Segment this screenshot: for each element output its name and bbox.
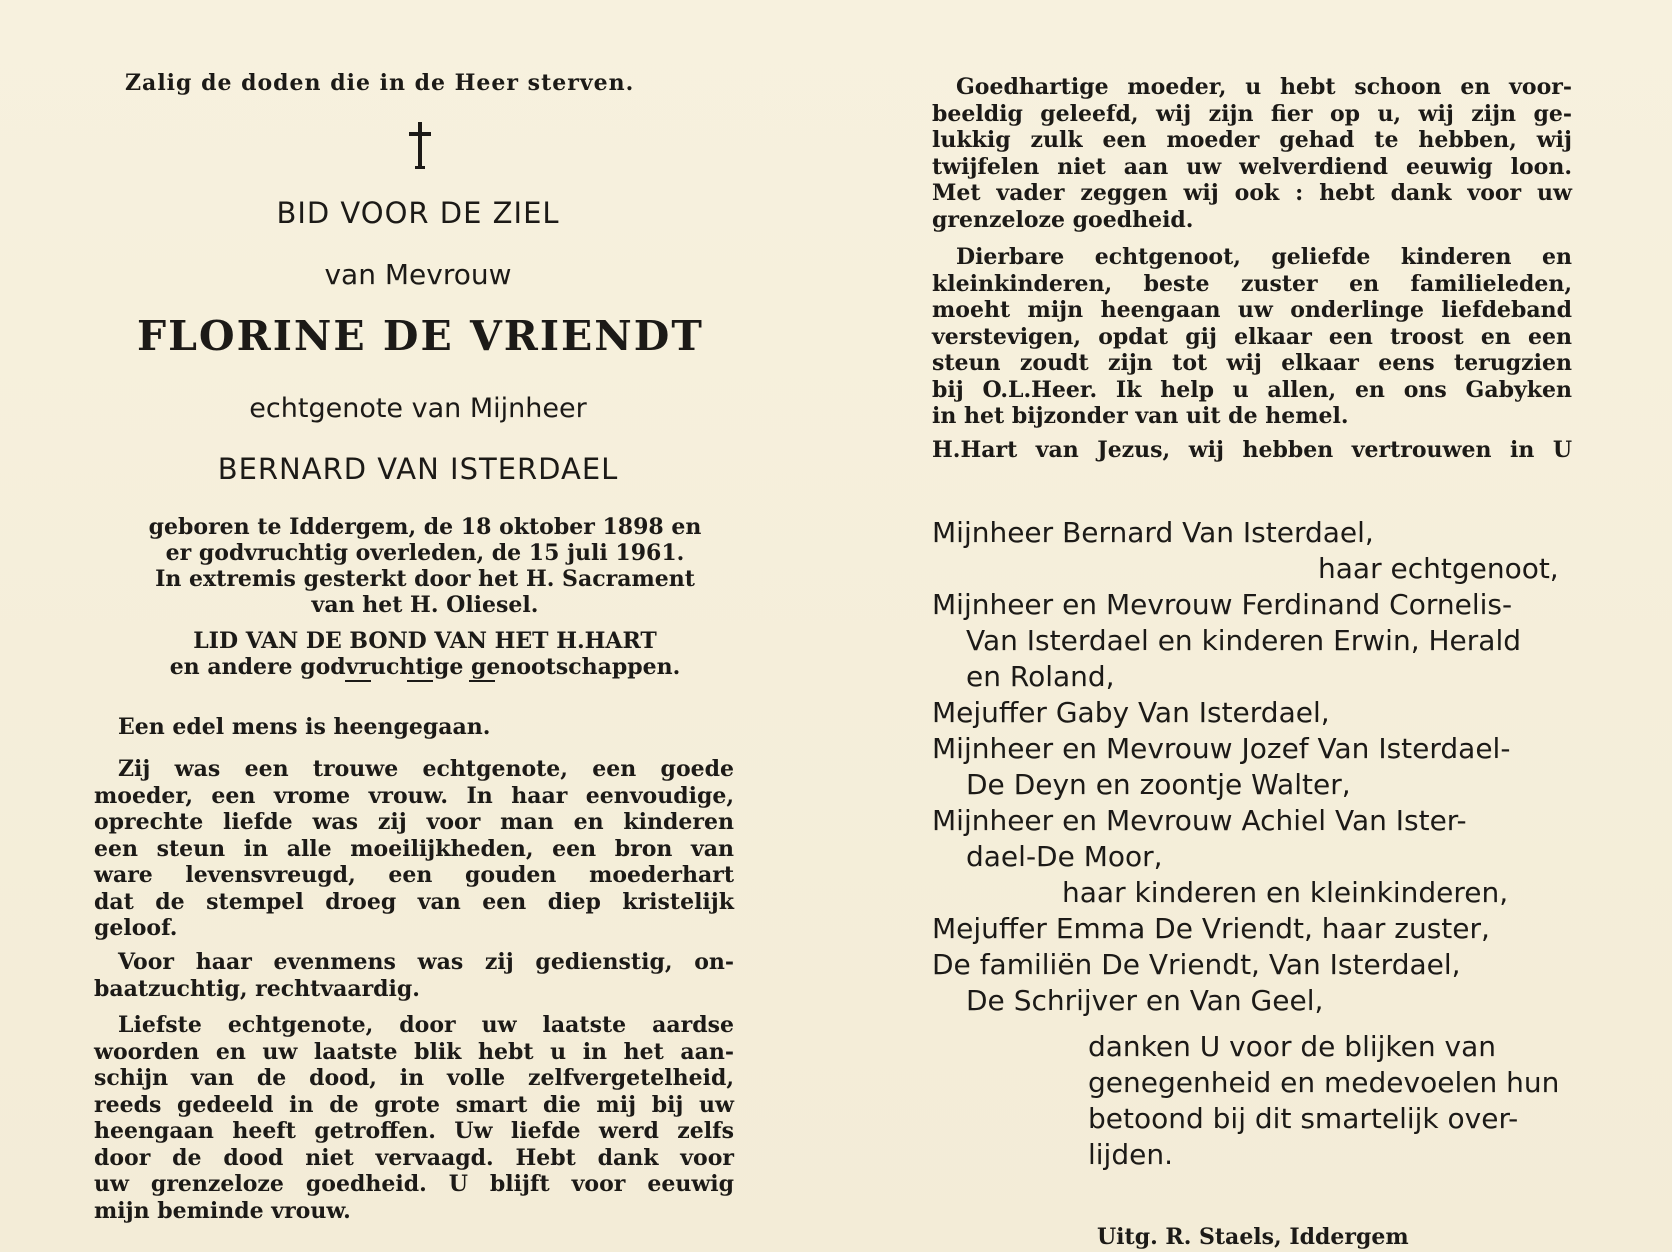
right-paragraph-2: [932, 244, 1572, 430]
separator-dashes: [345, 680, 495, 682]
text-line: woorden en uw laatste blik hebt u in het aan-: [94, 1038, 734, 1065]
dash: [469, 680, 495, 682]
family-line: Mijnheer Bernard Van Isterdael,: [932, 516, 1374, 549]
family-line: lijden.: [1088, 1138, 1173, 1171]
text-line: mijn beminde vrouw.: [94, 1197, 351, 1224]
right-paragraph-1: [932, 74, 1572, 233]
publisher: Uitg. R. Staels, Iddergem: [1097, 1224, 1409, 1250]
family-line: Mijnheer en Mevrouw Jozef Van Isterdael-: [932, 732, 1511, 765]
text-line: reeds gedeeld in de grote smart die mij bij uw: [94, 1091, 734, 1118]
birth-line: er godvruchtig overleden, de 15 juli 1961.: [165, 540, 685, 566]
family-line: haar echtgenoot,: [1318, 552, 1559, 585]
text-line: Een edel mens is heengegaan.: [118, 714, 491, 740]
membership-line: LID VAN DE BOND VAN HET H.HART: [193, 628, 657, 654]
text-line: moeht mijn heengaan uw onderlinge liefdeband: [932, 297, 1572, 323]
text-line: schijn van de dood, in volle zelfvergetelheid,: [94, 1065, 734, 1091]
family-line: De Deyn en zoontje Walter,: [966, 768, 1351, 801]
family-line: haar kinderen en kleinkinderen,: [1062, 876, 1509, 909]
text-line: H.Hart van Jezus, wij hebben vertrouwen in U: [932, 437, 1572, 463]
text-line: Liefste echtgenote, door uw laatste aardse: [118, 1012, 734, 1038]
text-line: twijfelen niet aan uw welverdiend eeuwig loon.: [932, 153, 1572, 180]
text-line: steun zoudt zijn tot wij elkaar eens terugzien: [932, 350, 1572, 376]
right-page: [836, 0, 1672, 1252]
dash: [407, 680, 433, 682]
text-line: Met vader zeggen wij ook : hebt dank voor uw: [932, 180, 1572, 206]
birth-line: van het H. Oliesel.: [311, 592, 539, 618]
text-line: dat de stempel droeg van een diep kristelijk: [94, 888, 734, 915]
paragraph-3: [94, 949, 734, 1002]
text-line: lukkig zulk een moeder gehad te hebben, wij: [932, 127, 1572, 153]
text-line: uw grenzeloze goedheid. U blijft voor eeuwig: [94, 1171, 734, 1197]
paragraph-2: [94, 756, 734, 942]
text-line: Goedhartige moeder, u hebt schoon en voor-: [956, 74, 1572, 100]
birth-line: In extremis gesterkt door het H. Sacrament: [155, 566, 695, 592]
text-line: oprechte liefde was zij voor man en kinderen: [94, 809, 734, 835]
family-line: genegenheid en medevoelen hun: [1088, 1066, 1560, 1099]
right-paragraph-3: [932, 437, 1572, 464]
text-line: in het bijzonder van uit de hemel.: [932, 403, 1349, 429]
text-line: Voor haar evenmens was zij gedienstig, on-: [118, 949, 734, 975]
cross-icon: [405, 120, 435, 170]
deceased-name: FLORINE DE VRIENDT: [137, 312, 704, 360]
family-line: en Roland,: [966, 660, 1115, 693]
spouse-intro: echtgenote van Mijnheer: [249, 393, 587, 424]
text-line: moeder, een vrome vrouw. In haar eenvoudige,: [94, 782, 734, 809]
text-line: beeldig geleefd, wij zijn fier op u, wij zijn ge-: [932, 100, 1572, 127]
spouse-name: BERNARD VAN ISTERDAEL: [217, 452, 619, 486]
motto: Zalig de doden die in de Heer sterven.: [125, 70, 635, 96]
text-line: Zij was een trouwe echtgenote, een goede: [118, 756, 734, 782]
text-line: grenzeloze goedheid.: [932, 206, 1194, 233]
family-line: Mejuffer Gaby Van Isterdael,: [932, 696, 1330, 729]
family-line: dael-De Moor,: [966, 840, 1163, 873]
family-line: De Schrijver en Van Geel,: [966, 984, 1324, 1017]
prayer-heading: BID VOOR DE ZIEL: [276, 196, 560, 230]
birth-death-details: [120, 514, 730, 618]
dash: [345, 680, 371, 682]
paragraph-1: [118, 714, 538, 741]
family-line: Mijnheer en Mevrouw Ferdinand Cornelis-: [932, 588, 1513, 621]
text-line: verstevigen, opdat gij elkaar een troost en een: [932, 323, 1572, 350]
text-line: geloof.: [94, 915, 178, 941]
text-line: door de dood niet vervaagd. Hebt dank voor: [94, 1144, 734, 1171]
paragraph-4: [94, 1012, 734, 1224]
membership: [120, 628, 730, 680]
family-line: betoond bij dit smartelijk over-: [1088, 1102, 1519, 1135]
text-line: ware levensvreugd, een gouden moederhart: [94, 862, 734, 888]
family-line: danken U voor de blijken van: [1088, 1030, 1496, 1063]
text-line: heengaan heeft getroffen. Uw liefde werd zelfs: [94, 1118, 734, 1144]
membership-line: en andere godvruchtige genootschappen.: [169, 654, 681, 680]
birth-line: geboren te Iddergem, de 18 oktober 1898 en: [148, 514, 702, 540]
family-line: Mijnheer en Mevrouw Achiel Van Ister-: [932, 804, 1467, 837]
family-line: Mejuffer Emma De Vriendt, haar zuster,: [932, 912, 1490, 945]
family-line: De familiën De Vriendt, Van Isterdael,: [932, 948, 1461, 981]
text-line: kleinkinderen, beste zuster en familieleden,: [932, 270, 1572, 297]
van-mevrouw: van Mevrouw: [324, 258, 512, 291]
family-line: Van Isterdael en kinderen Erwin, Herald: [966, 624, 1522, 657]
text-line: Dierbare echtgenoot, geliefde kinderen en: [956, 244, 1572, 270]
text-line: een steun in alle moeilijkheden, een bron van: [94, 835, 734, 862]
text-line: baatzuchtig, rechtvaardig.: [94, 975, 420, 1002]
text-line: bij O.L.Heer. Ik help u allen, en ons Gabyken: [932, 376, 1572, 403]
